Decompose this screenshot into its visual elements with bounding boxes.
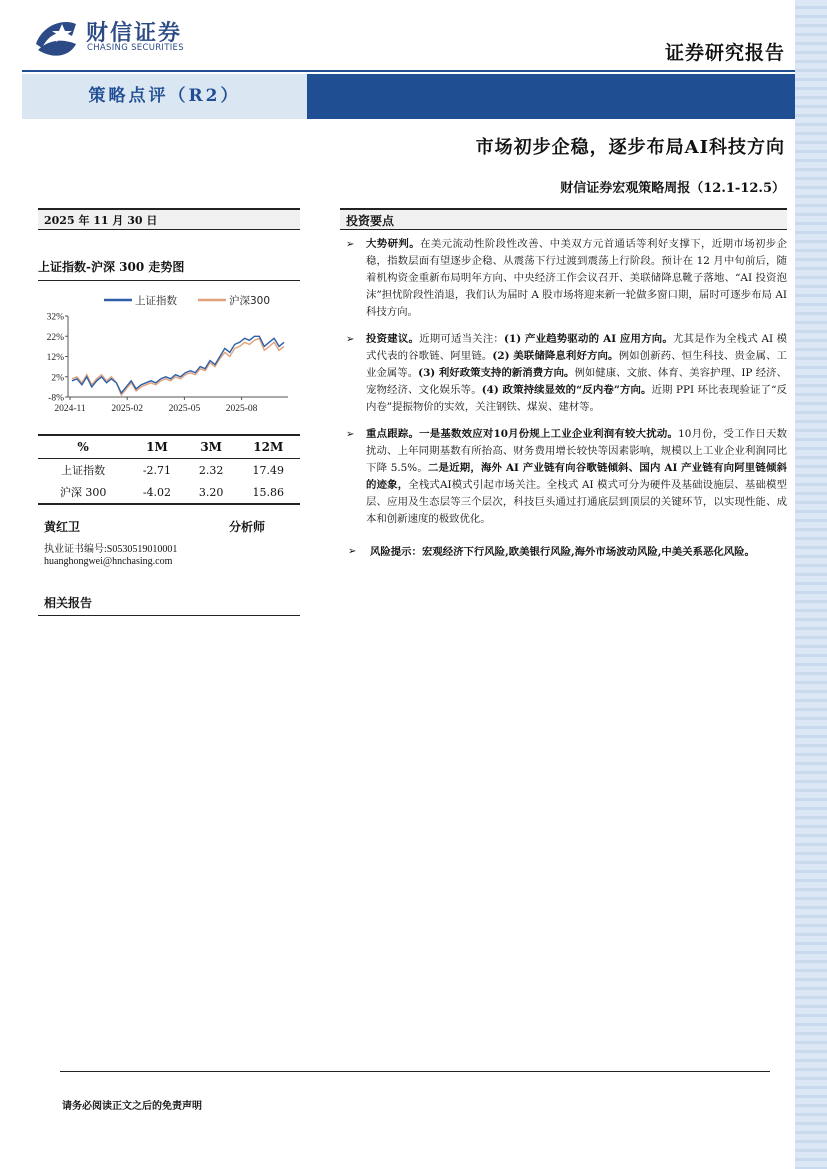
arrow-bullet-icon: ➢ <box>346 429 355 440</box>
series-line-shanghai <box>72 336 284 393</box>
table-row <box>38 459 300 482</box>
disclaimer-note: 请务必阅读正文之后的免责声明 <box>62 1101 202 1112</box>
point-text: 全栈式AI模式引起市场关注。全栈式 AI 模式可分为硬件及基础设施层、基础模型层、应用及生态层等三个层次，科技巨头通过打通底层到顶层的关键环节，以实现性能、成本和创新速度的极致优化。 <box>366 479 788 525</box>
footer-rule <box>60 1071 770 1072</box>
decorative-side-stripe <box>795 0 827 1169</box>
banner-right <box>307 74 795 119</box>
report-date: 2025 年 11 月 30 日 <box>38 208 300 230</box>
risk-text: 风险提示：宏观经济下行风险,欧美银行风险,海外市场波动风险,中美关系恶化风险。 <box>370 546 755 558</box>
point-text: 近期 PPI 环比表现验证了“反内卷”提振物价的实效，关注钢铁、煤炭、建材等。 <box>366 384 787 413</box>
legend-label: 上证指数 <box>135 295 177 307</box>
index-chart <box>38 282 300 422</box>
related-reports-title: 相关报告 <box>38 594 300 616</box>
table-header-cell: 1M <box>128 435 186 459</box>
analyst-block <box>44 518 300 567</box>
y-tick-label: 22% <box>46 332 64 343</box>
point-text: 例如健康、文旅、体育、美容护理、IP 经济、宠物经济、文化娱乐等。 <box>366 367 787 396</box>
arrow-bullet-icon: ➢ <box>348 546 357 557</box>
header-rule <box>22 70 795 72</box>
index-name-cell: 沪深 300 <box>38 481 128 504</box>
point-text: 近期可适当关注： <box>419 333 505 345</box>
key-point-advice <box>340 331 787 416</box>
index-name-cell: 上证指数 <box>61 464 106 477</box>
key-points-title: 投资要点 <box>340 208 787 230</box>
logo-english-name: CHASING SECURITIES <box>87 43 184 53</box>
analyst-license: 执业证书编号:S0530519010001 <box>44 544 178 555</box>
analyst-name: 黄红卫 <box>44 520 81 534</box>
point-emphasis: (3) 利好政策支持的新消费方向。 <box>418 367 575 379</box>
table-header-cell: % <box>38 435 128 459</box>
key-point-tracking <box>340 426 787 528</box>
y-tick-label: -8% <box>48 393 64 404</box>
point-lead: 重点跟踪。一是基数效应对10月份规上工业企业利润有较大扰动。 <box>366 428 679 440</box>
performance-table-wrap <box>38 434 300 505</box>
analyst-email[interactable]: huanghongwei@hnchasing.com <box>44 556 173 567</box>
point-emphasis: (2) 美联储降息利好方向。 <box>492 350 619 362</box>
point-text: 尤其是作为全栈式 AI 模式代表的谷歌链、阿里链。 <box>366 333 788 362</box>
point-text: 例如创新药、恒生科技、贵金属、工业金属等。 <box>366 350 788 379</box>
x-tick-label: 2025-02 <box>111 404 144 414</box>
arrow-bullet-icon: ➢ <box>346 239 355 250</box>
report-title: 市场初步企稳，逐步布局AI科技方向 <box>475 137 785 158</box>
table-header-cell: 3M <box>186 435 237 459</box>
y-tick-label: 32% <box>46 312 64 323</box>
key-point-trend <box>340 236 787 321</box>
index-trend-chart <box>38 282 300 422</box>
point-emphasis: (4) 政策持续显效的“反内卷”方向。 <box>481 384 652 396</box>
left-column <box>38 208 300 281</box>
point-emphasis: 二是近期，海外 AI 产业链有向谷歌链倾斜、国内 AI 产业链有向阿里链倾斜的迹象， <box>366 462 787 491</box>
document-type: 证券研究报告 <box>664 42 785 64</box>
y-tick-label: 12% <box>46 353 64 363</box>
performance-table <box>38 434 300 505</box>
value-cell: 2.32 <box>198 463 224 477</box>
company-logo-icon <box>32 14 80 62</box>
legend-label: 沪深300 <box>229 295 271 307</box>
table-row <box>38 481 300 504</box>
series-line-csi300 <box>72 338 284 395</box>
x-tick-label: 2025-05 <box>168 404 201 414</box>
analyst-role: 分析师 <box>229 520 266 534</box>
point-emphasis: (1) 产业趋势驱动的 AI 应用方向。 <box>504 333 673 345</box>
table-header-row <box>38 435 300 459</box>
table-header-cell: 12M <box>237 435 300 459</box>
value-cell: 17.49 <box>252 463 285 477</box>
y-tick-label: 2% <box>51 373 64 384</box>
value-cell: 3.20 <box>186 481 237 504</box>
report-category: 策略点评（R2） <box>88 86 241 106</box>
key-points-column <box>340 208 787 562</box>
chart-section-title: 上证指数-沪深 300 走势图 <box>38 258 300 281</box>
value-cell: -4.02 <box>128 481 186 504</box>
x-tick-label: 2025-08 <box>225 404 258 414</box>
report-subtitle: 财信证券宏观策略周报（12.1-12.5） <box>560 181 785 196</box>
arrow-bullet-icon: ➢ <box>346 334 355 345</box>
point-lead: 大势研判。 <box>366 238 421 250</box>
point-text: 在美元流动性阶段性改善、中美双方元首通话等利好支撑下，近期市场初步企稳，指数层面有望逐步企稳、从震荡下行过渡到震荡上行阶段。预计在 12 月中旬前后，随着机构资金重新布局明年方向、中央经济工作会议召开、美联储降息靴子落地、“AI 投资泡沫”担忧阶段性消退，我们认为届时 A 股市场将迎来新一轮做多窗口期，届时可逐步布局 AI 科技方向。 <box>366 238 788 318</box>
point-lead: 投资建议。 <box>366 333 420 345</box>
x-tick-label: 2024-11 <box>54 404 86 414</box>
value-cell: 15.86 <box>237 481 300 504</box>
key-point-risk <box>340 542 787 562</box>
logo-chinese-name: 财信证券 <box>86 21 183 46</box>
value-cell: -2.71 <box>142 463 172 477</box>
point-text: 10月份，受工作日天数扰动、上年同期基数有所抬高、财务费用增长较快等因素影响，规模以上工业企业利润同比下降 5.5%。 <box>366 428 787 474</box>
